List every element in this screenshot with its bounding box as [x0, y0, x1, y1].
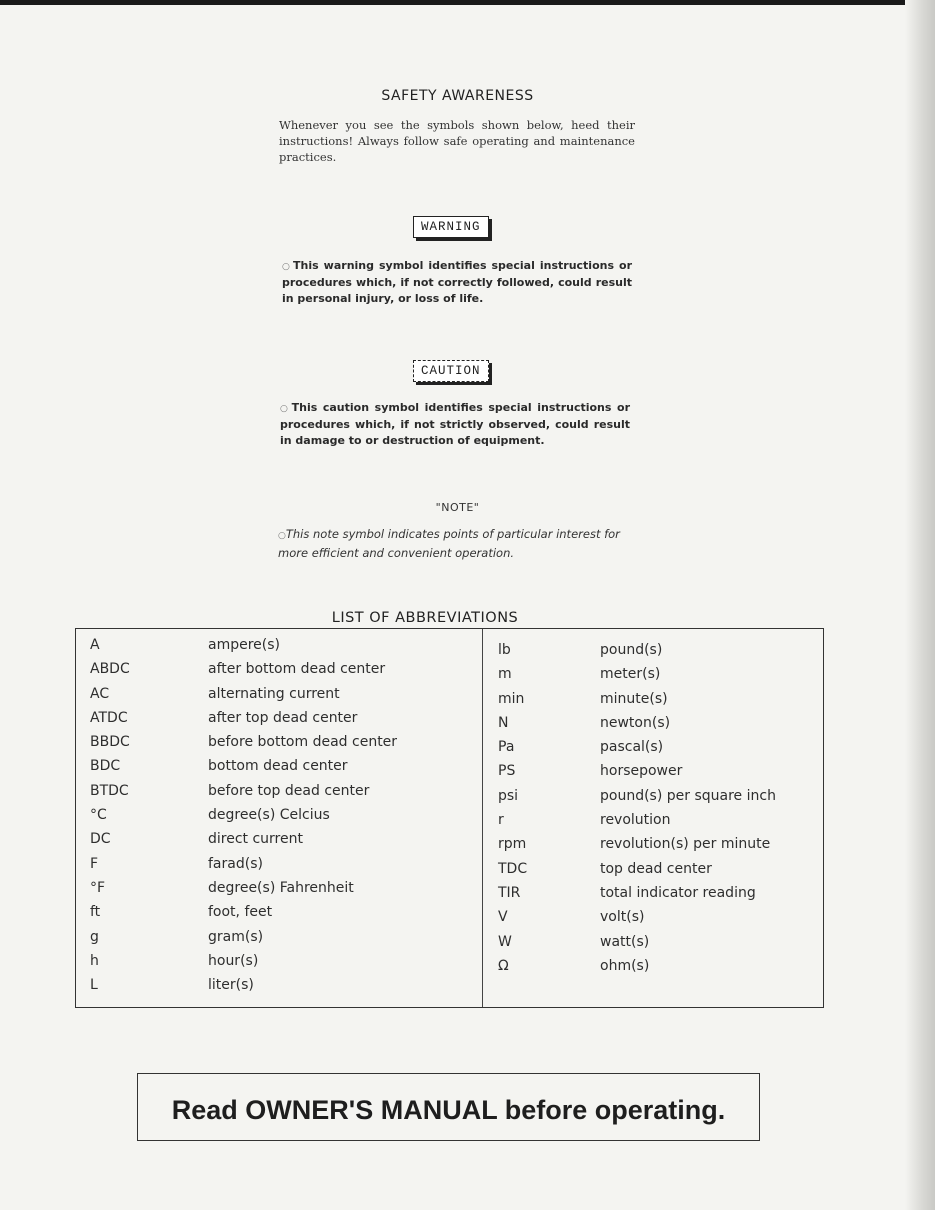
abbreviation: lb	[498, 642, 511, 658]
abbreviations-left-column	[90, 637, 480, 1001]
abbreviation: A	[90, 637, 100, 653]
abbreviation: °F	[90, 879, 106, 896]
abbreviation-meaning: degree(s) Celcius	[208, 807, 330, 824]
column-divider	[482, 629, 483, 1007]
warning-description	[282, 258, 632, 307]
abbreviation: °C	[90, 807, 107, 824]
note-description	[278, 526, 638, 562]
abbreviation: TDC	[498, 860, 528, 877]
table-row	[498, 861, 818, 885]
abbreviation-meaning: newton(s)	[600, 714, 671, 731]
table-row	[498, 763, 818, 787]
table-row	[498, 909, 818, 933]
table-row	[498, 958, 818, 982]
table-row	[90, 686, 480, 710]
abbreviation: W	[498, 933, 512, 950]
abbreviation: psi	[498, 787, 519, 804]
table-row	[498, 715, 818, 739]
abbreviation-meaning: before bottom dead center	[208, 734, 398, 751]
abbreviation: ATDC	[90, 709, 128, 726]
abbreviation-meaning: hour(s)	[208, 952, 259, 969]
abbreviation-meaning: revolution(s) per minute	[600, 836, 771, 853]
caution-symbol: CAUTION	[413, 360, 489, 382]
abbreviation: Pa	[498, 739, 515, 756]
abbreviation: rpm	[498, 836, 527, 853]
table-row	[90, 831, 480, 855]
abbreviation-meaning: watt(s)	[600, 933, 650, 950]
table-row	[90, 783, 480, 807]
table-row	[90, 880, 480, 904]
abbreviation-meaning: volt(s)	[600, 909, 645, 926]
table-row	[498, 788, 818, 812]
table-row	[90, 977, 480, 1001]
scan-top-edge	[0, 0, 935, 5]
abbreviation: N	[498, 714, 509, 731]
table-row	[498, 739, 818, 763]
table-row	[90, 661, 480, 685]
abbreviations-title: LIST OF ABBREVIATIONS	[331, 610, 519, 626]
abbreviation: AC	[90, 685, 110, 702]
abbreviations-right-column	[498, 642, 818, 982]
table-row	[498, 885, 818, 909]
abbreviation-meaning: ohm(s)	[600, 957, 650, 974]
abbreviation-meaning: gram(s)	[208, 928, 264, 945]
abbreviation: BDC	[90, 758, 121, 775]
table-row	[90, 710, 480, 734]
caution-description	[280, 400, 630, 449]
table-row	[498, 812, 818, 836]
bullet-icon: ○	[280, 404, 290, 414]
warning-text: This warning symbol identifies special instructions or procedures which, if not correctly followed, could result in personal injury, or loss of life.	[282, 259, 632, 305]
abbreviation-meaning: after bottom dead center	[208, 661, 386, 678]
abbreviation-meaning: ampere(s)	[208, 637, 280, 653]
table-row	[90, 734, 480, 758]
abbreviation: h	[90, 952, 99, 969]
page-binding-shadow	[905, 0, 935, 1210]
bullet-icon: ○	[282, 262, 292, 272]
abbreviation: DC	[90, 831, 111, 848]
caution-text: This caution symbol identifies special instructions or procedures which, if not strictly observed, could result in damage to or destruction of equipment.	[280, 401, 631, 447]
abbreviation: BTDC	[90, 782, 129, 799]
table-row	[90, 807, 480, 831]
table-row	[498, 836, 818, 860]
abbreviation-meaning: degree(s) Fahrenheit	[208, 879, 354, 896]
abbreviation: g	[90, 928, 99, 945]
abbreviation: F	[90, 855, 99, 872]
abbreviation-meaning: after top dead center	[208, 709, 358, 726]
table-row	[90, 929, 480, 953]
abbreviation-meaning: direct current	[208, 831, 303, 848]
read-manual-notice: Read OWNER'S MANUAL before operating.	[137, 1073, 760, 1141]
abbreviation-meaning: top dead center	[600, 860, 712, 877]
table-row	[90, 637, 480, 661]
safety-intro: Whenever you see the symbols shown below, heed their instructions! Always follow safe operating and maintenance practices.	[279, 118, 635, 164]
abbreviation-meaning: alternating current	[208, 685, 340, 702]
abbreviation-meaning: horsepower	[600, 763, 683, 780]
abbreviation-meaning: before top dead center	[208, 782, 370, 799]
abbreviation: ft	[90, 904, 101, 921]
table-row	[498, 642, 818, 666]
warning-symbol: WARNING	[413, 216, 489, 238]
abbreviation: m	[498, 666, 512, 683]
table-row	[90, 953, 480, 977]
table-row	[498, 934, 818, 958]
note-symbol: "NOTE"	[435, 501, 480, 514]
table-row	[90, 856, 480, 880]
abbreviation-meaning: minute(s)	[600, 690, 668, 707]
note-text: This note symbol indicates points of particular interest for more efficient and convenient operation.	[278, 527, 620, 560]
abbreviation-meaning: revolution	[600, 812, 671, 829]
table-row	[90, 904, 480, 928]
abbreviation: Ω	[498, 957, 509, 974]
abbreviation: TIR	[498, 884, 521, 901]
abbreviation: L	[90, 977, 98, 994]
abbreviation-meaning: farad(s)	[208, 855, 263, 872]
table-row	[498, 666, 818, 690]
abbreviation-meaning: pound(s)	[600, 642, 663, 658]
abbreviation: V	[498, 909, 508, 926]
abbreviation-meaning: total indicator reading	[600, 884, 756, 901]
abbreviation: ABDC	[90, 661, 130, 678]
abbreviation: min	[498, 690, 525, 707]
abbreviation: r	[498, 812, 504, 829]
table-row	[498, 691, 818, 715]
abbreviation: BBDC	[90, 734, 130, 751]
abbreviation-meaning: pascal(s)	[600, 739, 664, 756]
table-row	[90, 758, 480, 782]
abbreviation-meaning: meter(s)	[600, 666, 661, 683]
abbreviation-meaning: bottom dead center	[208, 758, 348, 775]
abbreviation-meaning: pound(s) per square inch	[600, 787, 776, 804]
abbreviation-meaning: liter(s)	[208, 977, 254, 994]
safety-title: SAFETY AWARENESS	[381, 88, 534, 104]
bullet-icon: ○	[278, 531, 286, 541]
abbreviations-table	[75, 628, 824, 1008]
abbreviation: PS	[498, 763, 516, 780]
abbreviation-meaning: foot, feet	[208, 904, 273, 921]
